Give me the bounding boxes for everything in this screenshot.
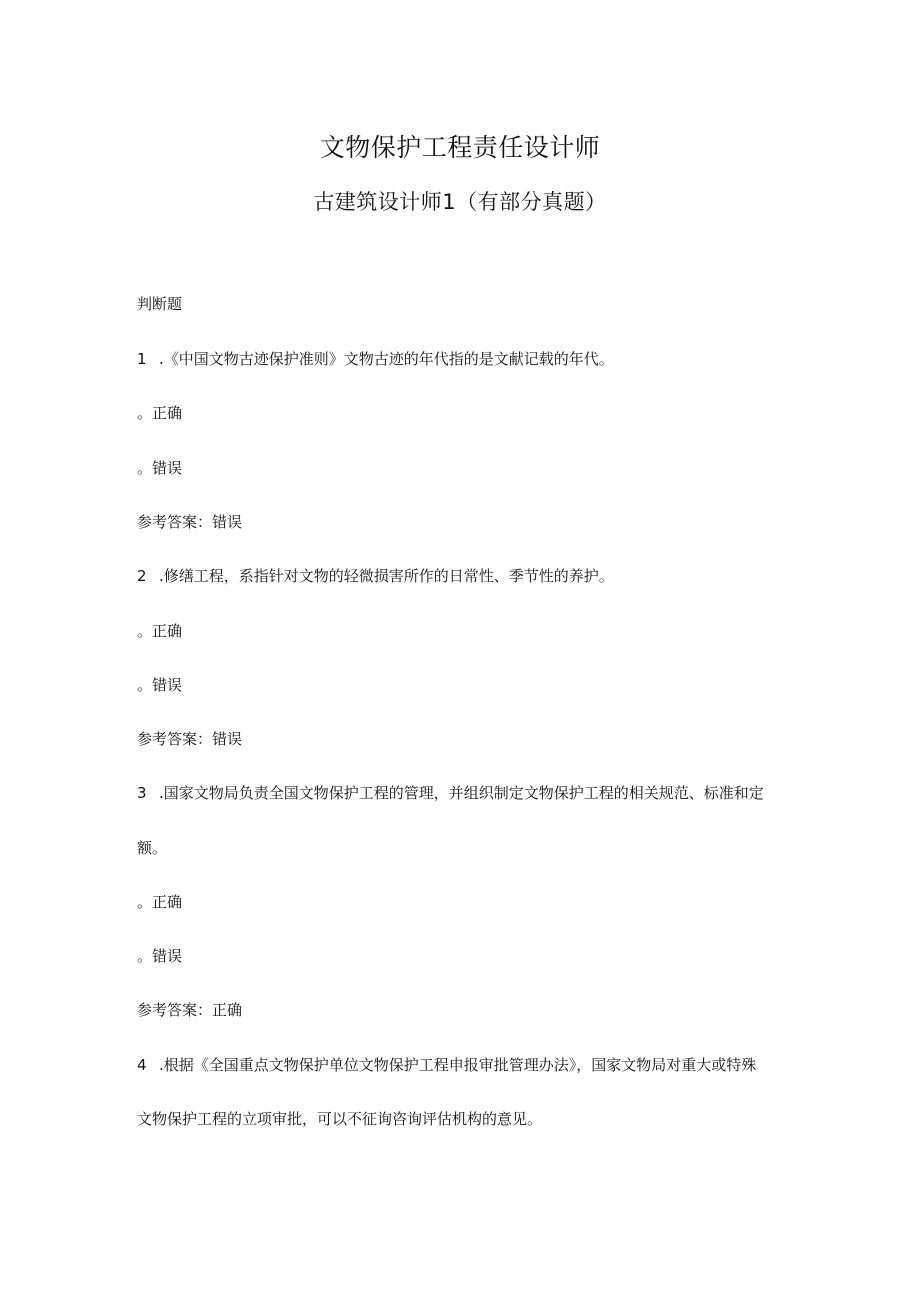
q3-answer: 参考答案：正确 (137, 1001, 243, 1019)
question-2 (137, 566, 614, 586)
q3-option-correct: 。正确 (137, 893, 183, 911)
q2-option-correct: 。正确 (137, 622, 183, 640)
q1-option-wrong: 。错误 (137, 459, 183, 477)
question-number: 4 (137, 1056, 147, 1074)
question-text: .根据《全国重点文物保护单位文物保护工程申报审批管理办法》，国家文物局对重大或特殊 (159, 1056, 757, 1074)
question-text: .修缮工程，系指针对文物的轻微损害所作的日常性、季节性的养护。 (159, 567, 614, 585)
question-1 (137, 349, 614, 369)
q2-answer: 参考答案：错误 (137, 730, 243, 748)
q3-option-wrong: 。错误 (137, 947, 183, 965)
question-number: 3 (137, 784, 147, 802)
question-4-continued: 文物保护工程的立项审批，可以不征询咨询评估机构的意见。 (137, 1110, 543, 1128)
section-label: 判断题 (137, 295, 183, 313)
question-number: 2 (137, 567, 147, 585)
q1-answer: 参考答案：错误 (137, 513, 243, 531)
question-text: .《中国文物古迹保护准则》文物古迹的年代指的是文献记载的年代。 (159, 350, 614, 368)
question-number: 1 (137, 350, 147, 368)
document-title: 文物保护工程责任设计师 (319, 133, 601, 162)
question-3-continued: 额。 (137, 839, 168, 857)
document-subtitle: 古建筑设计师1（有部分真题） (313, 190, 607, 214)
q1-option-correct: 。正确 (137, 404, 183, 422)
q2-option-wrong: 。错误 (137, 676, 183, 694)
question-text: .国家文物局负责全国文物保护工程的管理，并组织制定文物保护工程的相关规范、标准和定 (159, 784, 764, 802)
question-3 (137, 783, 764, 803)
question-4 (137, 1055, 756, 1075)
